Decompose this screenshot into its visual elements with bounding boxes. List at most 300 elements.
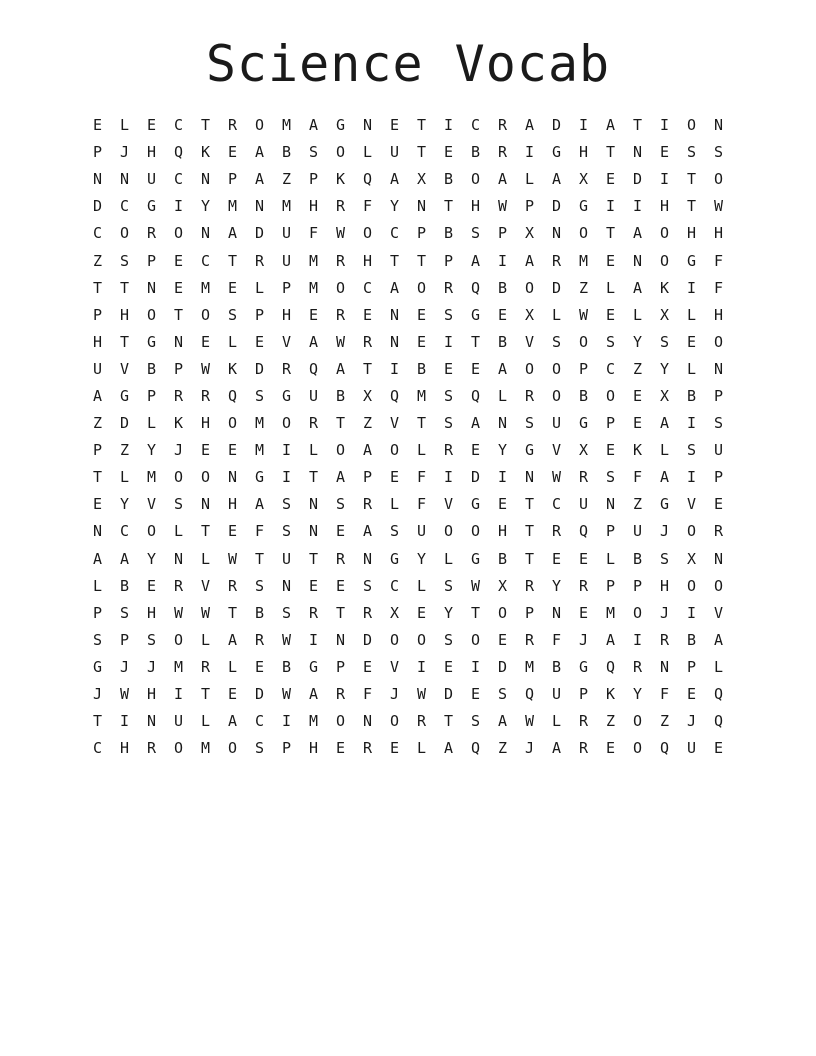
grid-letter: X xyxy=(686,549,697,568)
grid-letter: G xyxy=(470,495,481,514)
grid-letter: G xyxy=(92,657,103,676)
grid-letter: R xyxy=(227,116,238,135)
grid-letter: I xyxy=(119,712,130,731)
grid-letter: N xyxy=(659,657,670,676)
grid-letter: G xyxy=(524,441,535,460)
grid-letter: P xyxy=(335,657,346,676)
grid-letter: T xyxy=(92,468,103,487)
grid-letter: O xyxy=(173,224,184,243)
grid-letter: C xyxy=(389,576,400,595)
grid-letter: D xyxy=(119,414,130,433)
grid-letter: N xyxy=(713,549,724,568)
grid-letter: S xyxy=(659,332,670,351)
grid-letter: B xyxy=(686,630,697,649)
grid-letter: A xyxy=(308,685,319,704)
grid-letter: U xyxy=(146,170,157,189)
grid-letter: T xyxy=(362,359,373,378)
grid-letter: D xyxy=(254,224,265,243)
grid-letter: T xyxy=(308,549,319,568)
grid-letter: K xyxy=(605,685,616,704)
grid-letter: B xyxy=(497,549,508,568)
grid-letter: O xyxy=(470,630,481,649)
grid-letter: E xyxy=(443,657,454,676)
grid-letter: E xyxy=(497,630,508,649)
grid-letter: O xyxy=(659,224,670,243)
grid-letter: B xyxy=(632,549,643,568)
grid-letter: R xyxy=(308,414,319,433)
grid-letter: R xyxy=(578,576,589,595)
grid-letter: T xyxy=(443,197,454,216)
grid-letter: I xyxy=(389,359,400,378)
grid-letter: U xyxy=(578,495,589,514)
grid-letter: R xyxy=(227,576,238,595)
grid-letter: A xyxy=(605,116,616,135)
grid-letter: G xyxy=(470,305,481,324)
grid-letter: V xyxy=(119,359,130,378)
grid-letter: P xyxy=(605,576,616,595)
grid-letter: A xyxy=(335,359,346,378)
grid-letter: V xyxy=(443,495,454,514)
grid-letter: O xyxy=(227,739,238,758)
grid-letter: I xyxy=(497,251,508,270)
grid-letter: V xyxy=(686,495,697,514)
grid-letter: H xyxy=(92,332,103,351)
grid-letter: O xyxy=(173,739,184,758)
grid-letter: I xyxy=(659,116,670,135)
grid-letter: T xyxy=(686,170,697,189)
grid-letter: W xyxy=(416,685,427,704)
grid-letter: N xyxy=(524,468,535,487)
grid-letter: E xyxy=(200,441,211,460)
grid-letter: J xyxy=(686,712,697,731)
grid-letter: R xyxy=(173,576,184,595)
grid-letter: T xyxy=(524,522,535,541)
grid-letter: S xyxy=(335,495,346,514)
grid-letter: S xyxy=(659,549,670,568)
grid-letter: R xyxy=(335,685,346,704)
grid-letter: R xyxy=(578,739,589,758)
grid-letter: F xyxy=(713,278,724,297)
grid-letter: F xyxy=(416,468,427,487)
grid-letter: X xyxy=(659,386,670,405)
grid-letter: L xyxy=(416,739,427,758)
grid-letter: I xyxy=(497,468,508,487)
grid-letter: N xyxy=(713,359,724,378)
grid-letter: L xyxy=(443,549,454,568)
grid-letter: Z xyxy=(281,170,292,189)
grid-letter: L xyxy=(605,278,616,297)
grid-letter: Q xyxy=(470,739,481,758)
grid-letter: J xyxy=(659,603,670,622)
grid-letter: C xyxy=(605,359,616,378)
grid-letter: Z xyxy=(92,414,103,433)
grid-letter: U xyxy=(308,386,319,405)
grid-letter: S xyxy=(254,739,265,758)
grid-letter: M xyxy=(200,739,211,758)
grid-letter: N xyxy=(254,197,265,216)
grid-letter: L xyxy=(524,170,535,189)
grid-letter: L xyxy=(200,630,211,649)
grid-letter: A xyxy=(497,359,508,378)
grid-letter: C xyxy=(470,116,481,135)
grid-letter: P xyxy=(308,170,319,189)
grid-letter: T xyxy=(416,143,427,162)
grid-letter: I xyxy=(443,468,454,487)
grid-letter: C xyxy=(200,251,211,270)
grid-letter: S xyxy=(227,305,238,324)
grid-letter: O xyxy=(389,441,400,460)
grid-letter: M xyxy=(254,414,265,433)
grid-letter: S xyxy=(362,576,373,595)
grid-letter: Q xyxy=(713,685,724,704)
grid-letter: O xyxy=(686,522,697,541)
grid-letter: V xyxy=(200,576,211,595)
grid-letter: E xyxy=(686,332,697,351)
grid-letter: L xyxy=(497,386,508,405)
grid-letter: J xyxy=(389,685,400,704)
grid-letter: N xyxy=(173,332,184,351)
grid-letter: E xyxy=(605,305,616,324)
grid-letter: R xyxy=(524,386,535,405)
grid-letter: Y xyxy=(497,441,508,460)
grid-letter: U xyxy=(416,522,427,541)
grid-letter: M xyxy=(281,116,292,135)
grid-letter: C xyxy=(119,197,130,216)
grid-letter: W xyxy=(200,359,211,378)
grid-letter: T xyxy=(416,116,427,135)
grid-letter: S xyxy=(119,603,130,622)
grid-letter: O xyxy=(362,224,373,243)
grid-letter: I xyxy=(416,657,427,676)
grid-letter: D xyxy=(632,170,643,189)
grid-letter: E xyxy=(227,685,238,704)
grid-letter: M xyxy=(308,278,319,297)
grid-letter: L xyxy=(227,657,238,676)
grid-letter: R xyxy=(335,251,346,270)
page-title: Science Vocab xyxy=(205,35,611,93)
grid-letter: I xyxy=(524,143,535,162)
grid-letter: E xyxy=(92,495,103,514)
grid-letter: I xyxy=(281,712,292,731)
grid-letter: V xyxy=(389,657,400,676)
grid-letter: R xyxy=(335,197,346,216)
grid-letter: E xyxy=(605,739,616,758)
grid-letter: Z xyxy=(632,495,643,514)
grid-letter: I xyxy=(281,468,292,487)
grid-letter: Y xyxy=(146,549,157,568)
grid-letter: G xyxy=(686,251,697,270)
grid-letter: E xyxy=(227,522,238,541)
grid-letter: H xyxy=(713,305,724,324)
grid-letter: O xyxy=(173,630,184,649)
grid-letter: J xyxy=(524,739,535,758)
grid-letter: N xyxy=(173,549,184,568)
grid-letter: E xyxy=(335,522,346,541)
grid-letter: E xyxy=(578,603,589,622)
grid-letter: S xyxy=(497,685,508,704)
grid-letter: T xyxy=(389,251,400,270)
grid-letter: Z xyxy=(659,712,670,731)
grid-letter: L xyxy=(362,143,373,162)
grid-letter: T xyxy=(92,712,103,731)
grid-letter: A xyxy=(632,278,643,297)
grid-letter: H xyxy=(281,305,292,324)
grid-letter: B xyxy=(470,143,481,162)
grid-letter: I xyxy=(605,197,616,216)
grid-letter: U xyxy=(281,224,292,243)
grid-letter: E xyxy=(443,359,454,378)
grid-letter: M xyxy=(308,251,319,270)
grid-letter: R xyxy=(362,603,373,622)
grid-letter: G xyxy=(659,495,670,514)
grid-letter: H xyxy=(308,197,319,216)
grid-letter: A xyxy=(524,116,535,135)
grid-letter: M xyxy=(308,712,319,731)
grid-letter: G xyxy=(578,657,589,676)
grid-letter: L xyxy=(308,441,319,460)
grid-letter: S xyxy=(524,414,535,433)
grid-letter: N xyxy=(200,170,211,189)
grid-letter: P xyxy=(227,170,238,189)
grid-letter: E xyxy=(578,549,589,568)
grid-letter: B xyxy=(443,224,454,243)
grid-letter: V xyxy=(551,441,562,460)
grid-letter: A xyxy=(659,468,670,487)
grid-letter: E xyxy=(686,685,697,704)
grid-letter: D xyxy=(470,468,481,487)
grid-letter: Q xyxy=(362,170,373,189)
grid-letter: M xyxy=(146,468,157,487)
grid-letter: P xyxy=(281,739,292,758)
grid-letter: P xyxy=(92,305,103,324)
grid-letter: S xyxy=(470,712,481,731)
grid-letter: I xyxy=(443,116,454,135)
grid-letter: R xyxy=(308,603,319,622)
grid-letter: O xyxy=(389,712,400,731)
grid-letter: R xyxy=(713,522,724,541)
grid-letter: O xyxy=(335,143,346,162)
grid-letter: G xyxy=(389,549,400,568)
grid-letter: F xyxy=(308,224,319,243)
grid-letter: X xyxy=(524,224,535,243)
grid-letter: S xyxy=(605,332,616,351)
grid-letter: I xyxy=(659,170,670,189)
grid-letter: E xyxy=(254,657,265,676)
grid-letter: S xyxy=(443,630,454,649)
grid-letter: X xyxy=(659,305,670,324)
grid-letter: U xyxy=(551,685,562,704)
grid-letter: L xyxy=(416,441,427,460)
grid-letter: L xyxy=(605,549,616,568)
grid-letter: Z xyxy=(632,359,643,378)
grid-letter: W xyxy=(470,576,481,595)
grid-letter: N xyxy=(389,305,400,324)
grid-letter: E xyxy=(389,739,400,758)
grid-letter: I xyxy=(281,441,292,460)
grid-letter: V xyxy=(281,332,292,351)
grid-letter: B xyxy=(146,359,157,378)
grid-letter: E xyxy=(227,278,238,297)
grid-letter: E xyxy=(146,576,157,595)
grid-letter: I xyxy=(686,278,697,297)
grid-letter: I xyxy=(686,468,697,487)
grid-letter: Z xyxy=(362,414,373,433)
grid-letter: T xyxy=(416,251,427,270)
grid-letter: F xyxy=(632,468,643,487)
grid-letter: P xyxy=(578,685,589,704)
grid-letter: A xyxy=(551,739,562,758)
grid-letter: P xyxy=(92,441,103,460)
grid-letter: R xyxy=(497,143,508,162)
grid-letter: B xyxy=(497,332,508,351)
grid-letter: L xyxy=(173,522,184,541)
grid-letter: U xyxy=(92,359,103,378)
grid-letter: B xyxy=(686,386,697,405)
grid-letter: E xyxy=(605,170,616,189)
grid-letter: Y xyxy=(200,197,211,216)
grid-letter: H xyxy=(308,739,319,758)
grid-letter: O xyxy=(524,278,535,297)
grid-letter: R xyxy=(578,468,589,487)
grid-letter: H xyxy=(578,143,589,162)
grid-letter: B xyxy=(119,576,130,595)
word-search-grid xyxy=(84,112,732,762)
grid-letter: S xyxy=(443,305,454,324)
grid-letter: A xyxy=(227,224,238,243)
grid-letter: E xyxy=(362,657,373,676)
grid-letter: S xyxy=(146,630,157,649)
grid-letter: S xyxy=(281,522,292,541)
grid-letter: S xyxy=(281,603,292,622)
grid-letter: Y xyxy=(443,603,454,622)
grid-letter: C xyxy=(173,170,184,189)
grid-letter: G xyxy=(578,414,589,433)
grid-letter: N xyxy=(92,522,103,541)
grid-letter: Z xyxy=(497,739,508,758)
grid-letter: L xyxy=(632,305,643,324)
grid-letter: P xyxy=(173,359,184,378)
grid-letter: O xyxy=(335,278,346,297)
grid-letter: E xyxy=(308,305,319,324)
grid-letter: V xyxy=(713,603,724,622)
grid-letter: E xyxy=(416,305,427,324)
grid-letter: H xyxy=(227,495,238,514)
grid-letter: C xyxy=(92,224,103,243)
grid-letter: P xyxy=(254,305,265,324)
grid-letter: R xyxy=(551,522,562,541)
grid-letter: G xyxy=(335,116,346,135)
grid-letter: O xyxy=(686,576,697,595)
grid-letter: O xyxy=(335,441,346,460)
grid-letter: P xyxy=(443,251,454,270)
grid-letter: O xyxy=(416,630,427,649)
grid-letter: G xyxy=(119,386,130,405)
grid-letter: H xyxy=(200,414,211,433)
grid-letter: L xyxy=(686,359,697,378)
grid-letter: O xyxy=(227,414,238,433)
grid-letter: N xyxy=(551,603,562,622)
grid-letter: G xyxy=(281,386,292,405)
grid-letter: E xyxy=(227,441,238,460)
grid-letter: O xyxy=(686,116,697,135)
grid-letter: E xyxy=(497,305,508,324)
grid-letter: A xyxy=(470,251,481,270)
grid-letter: N xyxy=(713,116,724,135)
grid-letter: M xyxy=(605,603,616,622)
grid-letter: A xyxy=(362,441,373,460)
grid-letter: E xyxy=(470,359,481,378)
grid-letter: H xyxy=(497,522,508,541)
grid-letter: T xyxy=(470,332,481,351)
grid-letter: T xyxy=(200,522,211,541)
grid-letter: A xyxy=(389,278,400,297)
grid-letter: H xyxy=(146,603,157,622)
grid-letter: L xyxy=(389,495,400,514)
grid-letter: O xyxy=(470,170,481,189)
grid-letter: L xyxy=(200,549,211,568)
grid-letter: F xyxy=(713,251,724,270)
grid-letter: P xyxy=(524,197,535,216)
grid-letter: O xyxy=(335,712,346,731)
grid-letter: O xyxy=(146,305,157,324)
grid-letter: L xyxy=(551,305,562,324)
grid-letter: K xyxy=(173,414,184,433)
grid-letter: O xyxy=(119,224,130,243)
grid-letter: C xyxy=(389,224,400,243)
grid-letter: N xyxy=(605,495,616,514)
grid-letter: A xyxy=(443,739,454,758)
grid-letter: S xyxy=(686,441,697,460)
grid-letter: G xyxy=(146,197,157,216)
grid-letter: R xyxy=(362,495,373,514)
grid-letter: A xyxy=(92,386,103,405)
grid-letter: Z xyxy=(119,441,130,460)
grid-letter: W xyxy=(335,332,346,351)
grid-letter: T xyxy=(92,278,103,297)
grid-letter: W xyxy=(551,468,562,487)
grid-letter: R xyxy=(362,739,373,758)
grid-letter: E xyxy=(389,116,400,135)
grid-letter: X xyxy=(416,170,427,189)
grid-letter: M xyxy=(254,441,265,460)
grid-letter: K xyxy=(659,278,670,297)
grid-letter: N xyxy=(497,414,508,433)
grid-letter: N xyxy=(92,170,103,189)
grid-letter: H xyxy=(470,197,481,216)
grid-letter: K xyxy=(632,441,643,460)
grid-letter: E xyxy=(416,332,427,351)
grid-letter: O xyxy=(524,359,535,378)
grid-letter: Y xyxy=(659,359,670,378)
grid-letter: B xyxy=(254,603,265,622)
grid-letter: C xyxy=(119,522,130,541)
grid-letter: S xyxy=(281,495,292,514)
grid-letter: B xyxy=(281,143,292,162)
grid-letter: R xyxy=(281,359,292,378)
grid-letter: P xyxy=(497,224,508,243)
grid-letter: O xyxy=(578,332,589,351)
grid-letter: T xyxy=(605,143,616,162)
grid-letter: O xyxy=(713,170,724,189)
grid-letter: U xyxy=(551,414,562,433)
grid-letter: M xyxy=(524,657,535,676)
grid-letter: R xyxy=(335,305,346,324)
grid-letter: E xyxy=(416,603,427,622)
grid-letter: I xyxy=(686,603,697,622)
grid-letter: W xyxy=(497,197,508,216)
grid-letter: D xyxy=(551,197,562,216)
grid-letter: R xyxy=(524,630,535,649)
